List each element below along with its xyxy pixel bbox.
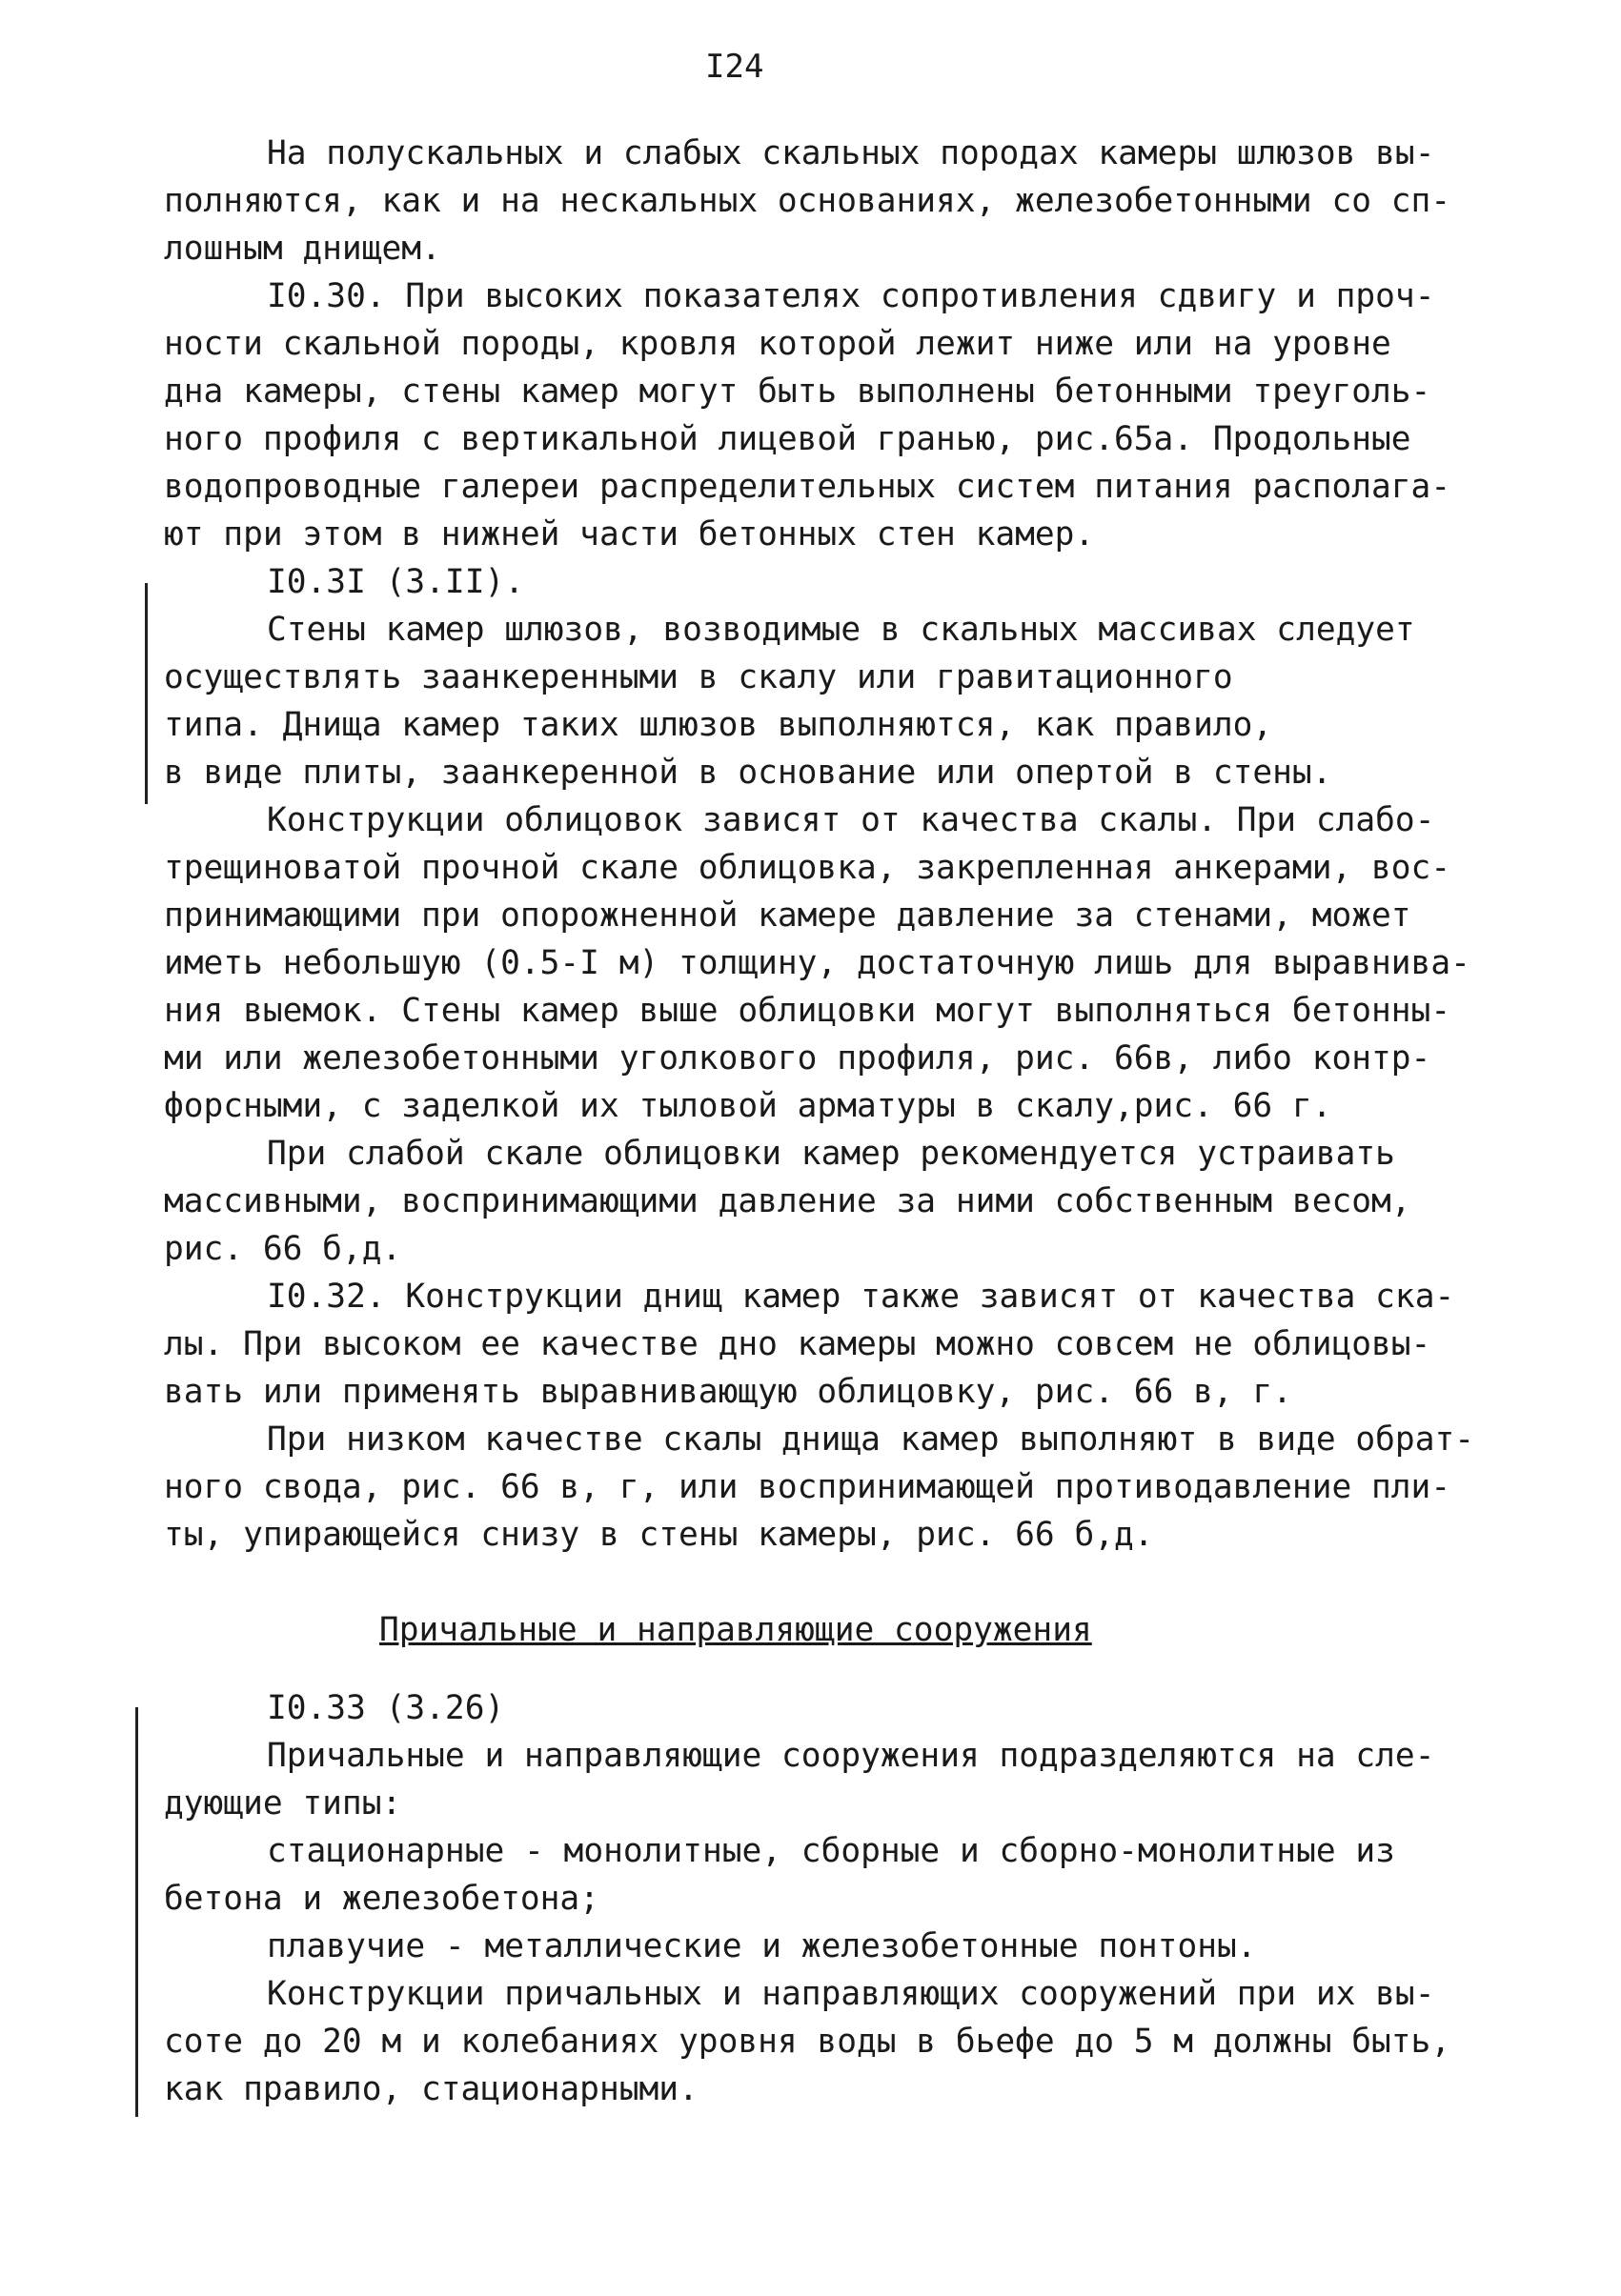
text-line: принимающими при опорожненной камере давление за стенами, может xyxy=(164,896,1411,935)
text-line: бетона и железобетона; xyxy=(164,1880,599,1918)
text-line: массивными, воспринимающими давление за ними собственным весом, xyxy=(164,1182,1411,1220)
text-line: форсными, с заделкой их тыловой арматуры в скалу,рис. 66 г. xyxy=(164,1087,1332,1125)
section-number: I0.33 (3.26) xyxy=(267,1689,505,1727)
text-line: водопроводные галереи распределительных систем питания располага- xyxy=(164,468,1451,506)
text-line: лы. При высоком ее качестве дно камеры можно совсем не облицовы- xyxy=(164,1325,1431,1363)
text-line: иметь небольшую (0.5-I м) толщину, достаточную лишь для выравнива- xyxy=(164,944,1470,982)
section-10-33 xyxy=(164,1684,1460,2113)
text-line: дна камеры, стены камер могут быть выполнены бетонными треуголь- xyxy=(164,373,1431,411)
section-heading: Причальные и направляющие сооружения xyxy=(379,1611,1092,1649)
text-line: На полускальных и слабых скальных породах камеры шлюзов вы- xyxy=(267,134,1435,172)
text-line: ты, упирающейся снизу в стены камеры, рис. 66 б,д. xyxy=(164,1516,1154,1554)
text-line: Стены камер шлюзов, возводимые в скальных массивах следует xyxy=(267,611,1415,649)
text-line: типа. Днища камер таких шлюзов выполняются, как правило, xyxy=(164,706,1273,744)
margin-change-bar xyxy=(135,1707,138,2117)
text-line: ного свода, рис. 66 в, г, или воспринимающей противодавление пли- xyxy=(164,1468,1451,1506)
page-number: I24 xyxy=(705,48,764,86)
text-line: полняются, как и на нескальных основаниях, железобетонными со сп- xyxy=(164,182,1451,220)
text-line: При слабой скале облицовки камер рекомендуется устраивать xyxy=(267,1135,1395,1173)
text-line: ния выемок. Стены камер выше облицовки могут выполняться бетонны- xyxy=(164,992,1451,1030)
text-line: ного профиля с вертикальной лицевой гранью, рис.65а. Продольные xyxy=(164,420,1411,458)
text-line: I0.32. Конструкции днищ камер также зависят от качества ска- xyxy=(267,1278,1455,1316)
section-number: I0.3I (3.II). xyxy=(267,563,525,601)
margin-change-bar xyxy=(145,583,148,804)
text-line: Конструкции причальных и направляющих сооружений при их вы- xyxy=(267,1975,1435,2013)
text-line: дующие типы: xyxy=(164,1784,402,1823)
section-10-31 xyxy=(164,558,1475,1559)
text-line: При низком качестве скалы днища камер выполняют в виде обрат- xyxy=(267,1420,1475,1459)
text-line: стационарные - монолитные, сборные и сборно-монолитные из xyxy=(267,1832,1395,1870)
paragraph-soft-rock xyxy=(164,130,1460,272)
text-line: вать или применять выравнивающую облицовку, рис. 66 в, г. xyxy=(164,1373,1292,1411)
text-line: соте до 20 м и колебаниях уровня воды в бьефе до 5 м должны быть, xyxy=(164,2023,1451,2061)
text-line: ми или железобетонными уголкового профиля, рис. 66в, либо контр- xyxy=(164,1039,1431,1078)
text-line: Причальные и направляющие сооружения подразделяются на сле- xyxy=(267,1737,1435,1775)
text-line: ности скальной породы, кровля которой лежит ниже или на уровне xyxy=(164,325,1391,363)
text-line: I0.30. При высоких показателях сопротивления сдвигу и проч- xyxy=(267,277,1435,315)
section-10-30 xyxy=(164,272,1460,558)
text-line: осуществлять заанкеренными в скалу или гравитационного xyxy=(164,658,1233,696)
text-line: трещиноватой прочной скале облицовка, закрепленная анкерами, вос- xyxy=(164,849,1451,887)
text-line: как правило, стационарными. xyxy=(164,2070,699,2108)
text-line: в виде плиты, заанкеренной в основание или опертой в стены. xyxy=(164,754,1332,792)
text-line: ют при этом в нижней части бетонных стен камер. xyxy=(164,515,1095,554)
text-line: рис. 66 б,д. xyxy=(164,1230,402,1268)
text-line: Конструкции облицовок зависят от качества скалы. При слабо- xyxy=(267,801,1435,839)
text-line: плавучие - металлические и железобетонные понтоны. xyxy=(267,1927,1257,1965)
text-line: лошным днищем. xyxy=(164,230,441,268)
